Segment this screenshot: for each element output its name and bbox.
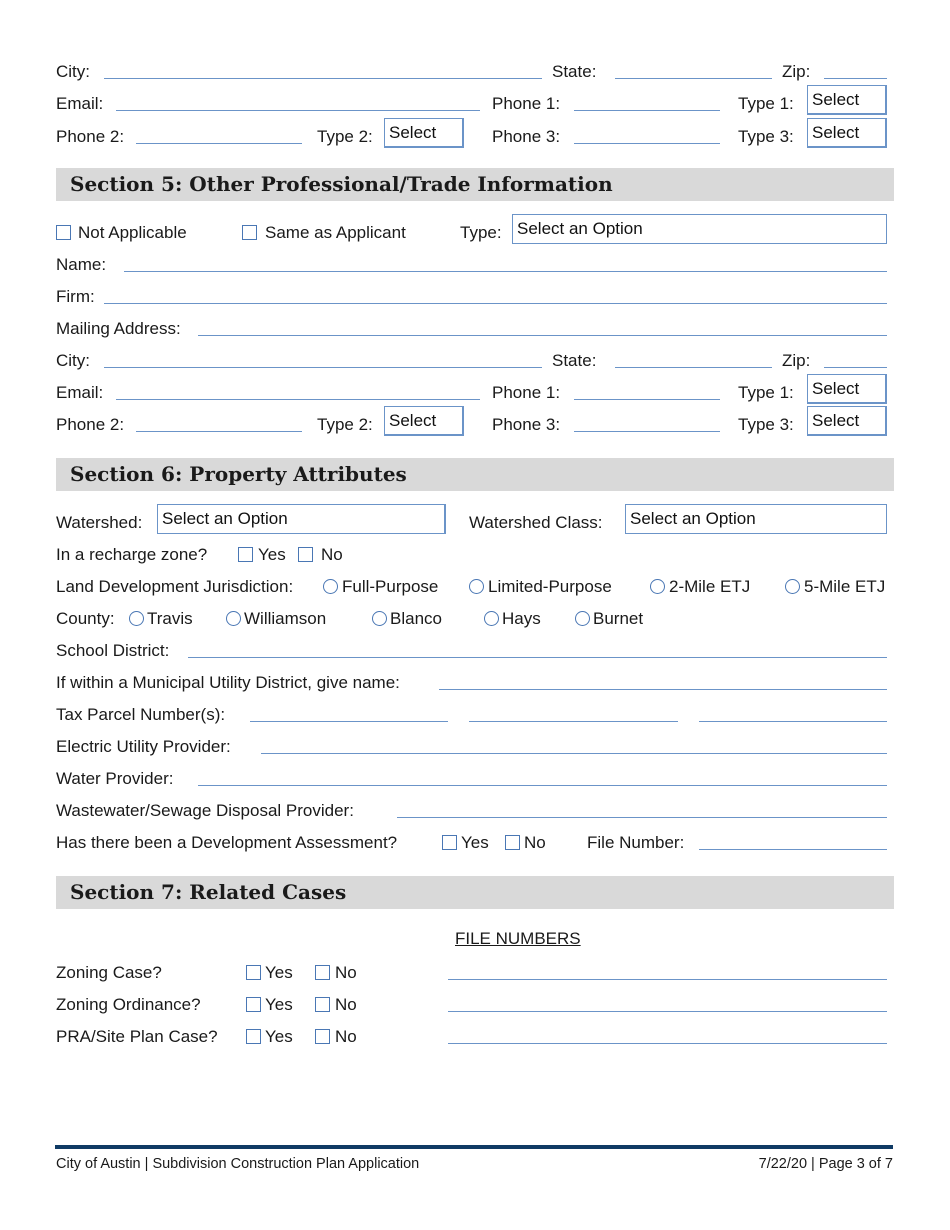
watershed-class-select[interactable]: Select an Option [625,504,887,534]
assessment-yes-label: Yes [461,833,489,852]
county-williamson-label: Williamson [244,609,327,628]
s5-type1-select[interactable]: Select [807,374,887,404]
type2-label: Type 2: [317,127,373,146]
county-travis-label: Travis [147,609,193,628]
s7-pra-site-plan-row [56,1026,894,1054]
state-label: State: [552,62,597,81]
file-number-label: File Number: [587,833,685,852]
s4-city-field[interactable] [104,78,542,79]
wastewater-provider-label: Wastewater/Sewage Disposal Provider: [56,801,354,820]
jurisdiction-limited-purpose-label: Limited-Purpose [488,577,612,596]
s5-type-label: Type: [460,223,502,242]
type1-label: Type 1: [738,94,794,113]
electric-provider-label: Electric Utility Provider: [56,737,231,756]
state-label: State: [552,351,597,370]
s5-mailing-row [56,318,894,346]
county-williamson-radio[interactable] [226,611,241,626]
s4-state-field[interactable] [615,78,772,79]
pra-site-plan-no-label: No [335,1027,357,1046]
jurisdiction-full-purpose-radio[interactable] [323,579,338,594]
phone2-label: Phone 2: [56,127,125,146]
s6-water-row [56,768,894,796]
s5-city-field[interactable] [104,367,542,368]
s5-type2-select[interactable]: Select [384,406,464,436]
s6-electric-row [56,736,894,764]
s5-phone2-field[interactable] [136,431,302,432]
school-district-label: School District: [56,641,170,660]
county-label: County: [56,609,115,628]
jurisdiction-full-purpose-label: Full-Purpose [342,577,439,596]
s7-zoning-ordinance-row [56,994,894,1022]
s5-name-row [56,254,894,282]
county-blanco-radio[interactable] [372,611,387,626]
city-label: City: [56,62,90,81]
section6-title: Section 6: Property Attributes [70,462,407,486]
recharge-no-label: No [321,545,343,564]
tax-parcel-field-3[interactable] [699,721,887,722]
s7-zoning-case-row [56,962,894,990]
s4-city-row [56,61,894,89]
type3-label: Type 3: [738,415,794,434]
jurisdiction-2-mile-etj-radio[interactable] [650,579,665,594]
s5-type3-select[interactable]: Select [807,406,887,436]
zoning-case-no-label: No [335,963,357,982]
jurisdiction-label: Land Development Jurisdiction: [56,577,294,596]
phone2-label: Phone 2: [56,415,125,434]
tax-parcel-field-2[interactable] [469,721,678,722]
s5-city-row [56,350,894,378]
jurisdiction-limited-purpose-radio[interactable] [469,579,484,594]
s6-recharge-row [56,544,894,572]
s5-email-row [56,379,894,410]
s5-phone1-field[interactable] [574,399,720,400]
s5-zip-field[interactable] [824,367,887,368]
zoning-case-label: Zoning Case? [56,963,162,982]
city-label: City: [56,351,90,370]
name-label: Name: [56,255,107,274]
s5-firm-row [56,286,894,314]
recharge-no-checkbox[interactable] [298,547,313,562]
not-applicable-checkbox[interactable] [56,225,71,240]
s5-name-field[interactable] [124,271,887,272]
phone3-label: Phone 3: [492,415,561,434]
s4-type3-select[interactable]: Select [807,118,887,148]
s4-email-field[interactable] [116,110,480,111]
jurisdiction-2-mile-etj-label: 2-Mile ETJ [669,577,751,596]
assessment-no-checkbox[interactable] [505,835,520,850]
recharge-yes-label: Yes [258,545,286,564]
phone3-label: Phone 3: [492,127,561,146]
s6-jurisdiction-row [56,576,894,604]
zoning-ordinance-yes-checkbox[interactable] [246,997,261,1012]
same-as-applicant-checkbox[interactable] [242,225,257,240]
zoning-ordinance-no-label: No [335,995,357,1014]
s5-options-row [56,219,894,250]
s5-mailing-field[interactable] [198,335,887,336]
assessment-no-label: No [524,833,546,852]
zoning-ordinance-label: Zoning Ordinance? [56,995,201,1014]
s4-phone2-row [56,123,894,154]
zoning-case-yes-label: Yes [265,963,293,982]
s5-phone2-row [56,411,894,442]
s6-tax-parcel-row [56,704,894,732]
s4-zip-field[interactable] [824,78,887,79]
footer-rule [55,1145,893,1149]
type3-label: Type 3: [738,127,794,146]
s4-email-row [56,90,894,121]
email-label: Email: [56,94,104,113]
mailing-address-label: Mailing Address: [56,319,181,338]
phone1-label: Phone 1: [492,94,561,113]
assessment-yes-checkbox[interactable] [442,835,457,850]
s5-state-field[interactable] [615,367,772,368]
footer-page-info: 7/22/20 | Page 3 of 7 [758,1156,893,1172]
watershed-select[interactable]: Select an Option [157,504,446,534]
s6-watershed-row [56,509,894,540]
mud-label: If within a Municipal Utility District, give name: [56,673,400,692]
s6-assessment-row [56,832,894,860]
jurisdiction-5-mile-etj-radio[interactable] [785,579,800,594]
pra-site-plan-yes-checkbox[interactable] [246,1029,261,1044]
county-burnet-radio[interactable] [575,611,590,626]
footer-document-title: City of Austin | Subdivision Construction Plan Application [56,1156,420,1172]
email-label: Email: [56,383,104,402]
s4-type2-select[interactable]: Select [384,118,464,148]
type2-label: Type 2: [317,415,373,434]
section7-header [56,876,894,909]
zoning-ordinance-file-number-field[interactable] [448,1011,887,1012]
zoning-case-no-checkbox[interactable] [315,965,330,980]
not-applicable-label: Not Applicable [78,223,187,242]
water-provider-field[interactable] [198,785,887,786]
s4-phone3-field[interactable] [574,143,720,144]
zoning-ordinance-no-checkbox[interactable] [315,997,330,1012]
watershed-label: Watershed: [56,513,143,532]
file-numbers-header: FILE NUMBERS [455,929,581,948]
tax-parcel-label: Tax Parcel Number(s): [56,705,226,724]
pra-site-plan-no-checkbox[interactable] [315,1029,330,1044]
s4-phone2-field[interactable] [136,143,302,144]
electric-provider-field[interactable] [261,753,887,754]
s5-type-select[interactable]: Select an Option [512,214,887,244]
pra-site-plan-label: PRA/Site Plan Case? [56,1027,218,1046]
assessment-file-number-field[interactable] [699,849,887,850]
water-provider-label: Water Provider: [56,769,174,788]
county-blanco-label: Blanco [390,609,442,628]
firm-label: Firm: [56,287,95,306]
school-district-field[interactable] [188,657,887,658]
zoning-case-file-number-field[interactable] [448,979,887,980]
s4-phone1-field[interactable] [574,110,720,111]
s5-firm-field[interactable] [104,303,887,304]
zip-label: Zip: [782,62,811,81]
zoning-case-yes-checkbox[interactable] [246,965,261,980]
county-hays-label: Hays [502,609,541,628]
recharge-yes-checkbox[interactable] [238,547,253,562]
section5-header [56,168,894,201]
county-hays-radio[interactable] [484,611,499,626]
county-travis-radio[interactable] [129,611,144,626]
type1-label: Type 1: [738,383,794,402]
section5-title: Section 5: Other Professional/Trade Information [70,172,613,196]
tax-parcel-field-1[interactable] [250,721,448,722]
county-burnet-label: Burnet [593,609,644,628]
section7-title: Section 7: Related Cases [70,880,347,904]
phone1-label: Phone 1: [492,383,561,402]
jurisdiction-5-mile-etj-label: 5-Mile ETJ [804,577,886,596]
same-as-applicant-label: Same as Applicant [265,223,406,242]
wastewater-provider-field[interactable] [397,817,887,818]
s6-wastewater-row [56,800,894,828]
s5-email-field[interactable] [116,399,480,400]
zip-label: Zip: [782,351,811,370]
s4-type1-select[interactable]: Select [807,85,887,115]
mud-name-field[interactable] [439,689,887,690]
zoning-ordinance-yes-label: Yes [265,995,293,1014]
s6-mud-row [56,672,894,700]
s5-phone3-field[interactable] [574,431,720,432]
pra-site-plan-yes-label: Yes [265,1027,293,1046]
s6-county-row [56,608,894,636]
recharge-zone-label: In a recharge zone? [56,545,208,564]
s6-school-row [56,640,894,668]
assessment-label: Has there been a Development Assessment? [56,833,398,852]
pra-site-plan-file-number-field[interactable] [448,1043,887,1044]
watershed-class-label: Watershed Class: [469,513,603,532]
section6-header [56,458,894,491]
